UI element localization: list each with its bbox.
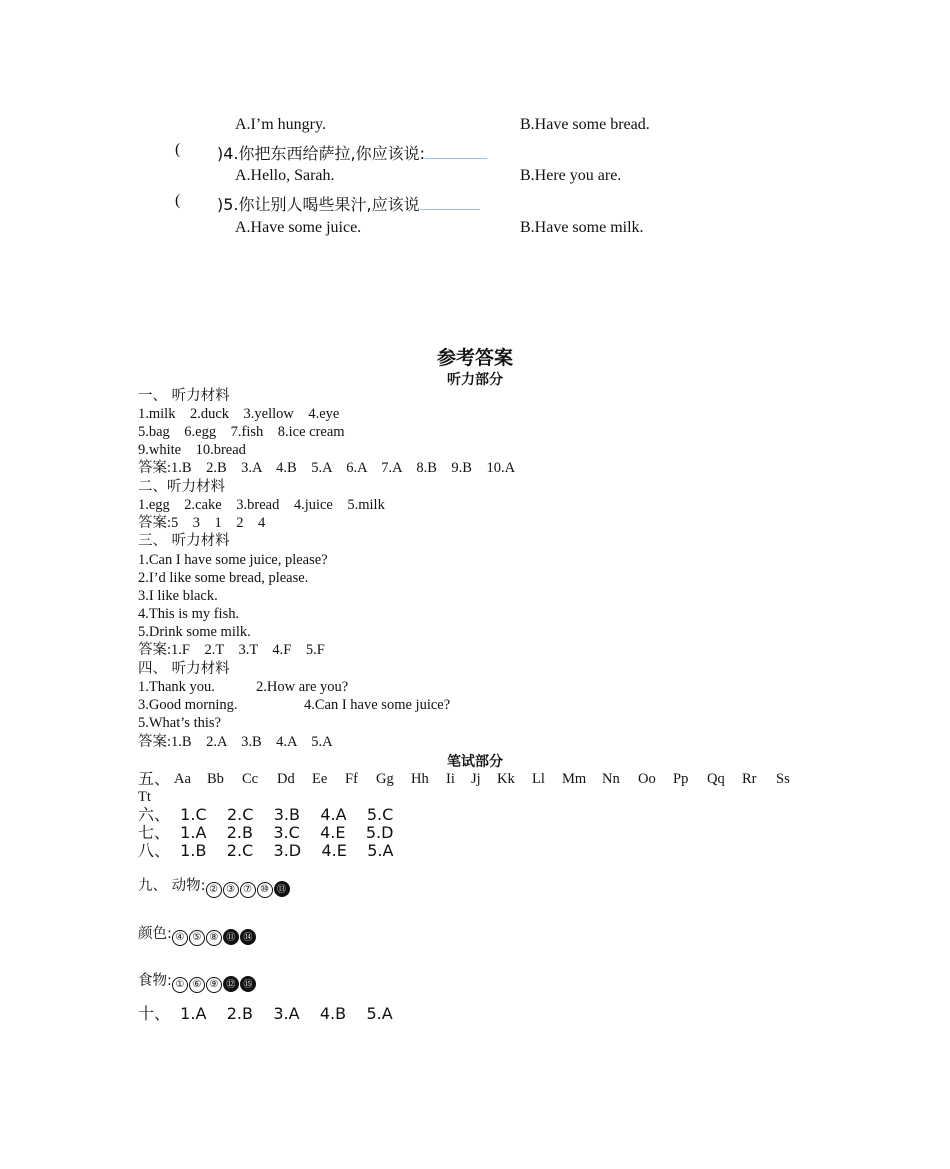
s4-heading: 四、 听力材料 xyxy=(138,661,230,677)
s1-line-1: 1.milk 2.duck 3.yellow 4.eye xyxy=(138,406,340,422)
s4-line-1b: 2.How are you? xyxy=(256,679,349,695)
s8-text: 八、 1.B 2.C 3.D 4.E 5.A xyxy=(138,841,394,860)
s2-line-1: 1.egg 2.cake 3.bread 4.juice 5.milk xyxy=(138,497,385,513)
circled-number: ⑭ xyxy=(240,929,256,945)
s4-line-2b: 4.Can I have some juice? xyxy=(304,697,451,713)
letter-pair: Kk xyxy=(497,771,515,787)
letter-pair: Ii xyxy=(446,771,455,787)
s1-line-2: 5.bag 6.egg 7.fish 8.ice cream xyxy=(138,424,345,440)
s9-colors-label: 颜色: xyxy=(138,926,172,942)
letter-pair: Ff xyxy=(345,771,358,787)
s3-answer: 答案:1.F 2.T 3.T 4.F 5.F xyxy=(138,642,325,658)
s7-text: 七、 1.A 2.B 3.C 4.E 5.D xyxy=(138,823,394,842)
s9-food xyxy=(138,972,257,993)
q5-prompt-text: )5.你让别人喝些果汁,应该说 xyxy=(217,195,420,214)
circled-number: ② xyxy=(206,882,222,898)
answer-key-title: 参考答案 xyxy=(436,347,513,369)
s5-wrap: Tt xyxy=(138,789,151,805)
circled-number: ④ xyxy=(172,930,188,946)
letter-pair: Bb xyxy=(207,771,224,787)
letter-pair: Jj xyxy=(471,771,481,787)
circled-number: ⑧ xyxy=(206,930,222,946)
s5-heading: 五、 xyxy=(138,769,171,788)
circled-number: ① xyxy=(172,977,188,993)
circled-number: ⑪ xyxy=(223,929,239,945)
letter-pair: Ee xyxy=(312,771,328,787)
letter-pair: Rr xyxy=(742,771,757,787)
s4-line-3: 5.What’s this? xyxy=(138,715,221,731)
letter-pair: Ll xyxy=(532,771,545,787)
s4-line-1a: 1.Thank you. xyxy=(138,679,215,695)
s9-food-label: 食物: xyxy=(138,973,172,989)
circled-number: ⑩ xyxy=(257,882,273,898)
s1-line-3: 9.white 10.bread xyxy=(138,442,246,458)
letter-pair: Oo xyxy=(638,771,656,787)
s10-text: 十、 1.A 2.B 3.A 4.B 5.A xyxy=(138,1004,393,1023)
s6-text: 六、 1.C 2.C 3.B 4.A 5.C xyxy=(138,805,394,824)
circled-number: ⑬ xyxy=(274,881,290,897)
q3-option-b: B.Have some bread. xyxy=(520,116,650,133)
s3-line-3: 3.I like black. xyxy=(138,588,218,604)
s3-line-5: 5.Drink some milk. xyxy=(138,624,251,640)
circled-number: ⑦ xyxy=(240,882,256,898)
s4-line-2a: 3.Good morning. xyxy=(138,697,238,713)
q5-answer-blank xyxy=(420,209,480,210)
q5-prompt xyxy=(217,192,480,215)
s5-letters xyxy=(174,770,814,788)
q4-option-a: A.Hello, Sarah. xyxy=(235,167,335,184)
letter-pair: Pp xyxy=(673,771,689,787)
writing-section-title: 笔试部分 xyxy=(447,754,503,770)
s9-colors xyxy=(138,925,257,946)
q4-prompt-text: )4.你把东西给萨拉,你应该说: xyxy=(217,144,425,163)
s2-heading: 二、听力材料 xyxy=(138,479,225,495)
letter-pair: Ss xyxy=(776,771,790,787)
q5-option-a: A.Have some juice. xyxy=(235,219,362,236)
s8-answer xyxy=(138,842,393,861)
letter-pair: Dd xyxy=(277,771,295,787)
letter-pair: Cc xyxy=(242,771,259,787)
circled-number: ⑥ xyxy=(189,977,205,993)
letter-pair: Nn xyxy=(602,771,620,787)
circled-number: ⑤ xyxy=(189,930,205,946)
circled-number: ⑨ xyxy=(206,977,222,993)
letter-pair: Mm xyxy=(562,771,587,787)
letter-pair: Gg xyxy=(376,771,394,787)
q5-paren-open: ( xyxy=(175,192,181,209)
letter-pair: Hh xyxy=(411,771,429,787)
s3-line-2: 2.I’d like some bread, please. xyxy=(138,570,309,586)
q4-option-b: B.Here you are. xyxy=(520,167,622,184)
s4-answer: 答案:1.B 2.A 3.B 4.A 5.A xyxy=(138,734,333,750)
s3-heading: 三、 听力材料 xyxy=(138,533,230,549)
q4-answer-blank xyxy=(425,158,487,159)
s1-answer: 答案:1.B 2.B 3.A 4.B 5.A 6.A 7.A 8.B 9.B 10.A xyxy=(138,460,516,476)
letter-pair: Qq xyxy=(707,771,725,787)
s3-line-1: 1.Can I have some juice, please? xyxy=(138,552,328,568)
listening-section-title: 听力部分 xyxy=(447,372,503,388)
circled-number: ③ xyxy=(223,882,239,898)
s9-animals-label: 九、 动物: xyxy=(138,878,206,894)
circled-number: ⑮ xyxy=(240,976,256,992)
q4-paren-open: ( xyxy=(175,141,181,158)
s2-answer: 答案:5 3 1 2 4 xyxy=(138,515,266,531)
q4-prompt xyxy=(217,141,487,164)
letter-pair: Aa xyxy=(174,771,191,787)
s1-heading: 一、 听力材料 xyxy=(138,388,230,404)
s3-line-4: 4.This is my fish. xyxy=(138,606,240,622)
s9-animals xyxy=(138,877,291,898)
circled-number: ⑫ xyxy=(223,976,239,992)
q3-option-a: A.I’m hungry. xyxy=(235,116,326,133)
q5-option-b: B.Have some milk. xyxy=(520,219,644,236)
s10-answer xyxy=(138,1005,393,1024)
